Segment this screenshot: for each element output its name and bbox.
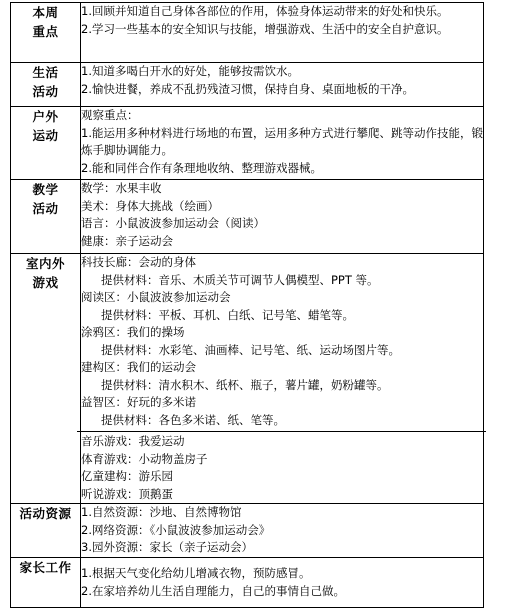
label-resources: 活动资源 (11, 504, 81, 558)
life-item: 1.知道多喝白开水的好处，能够按需饮水。 (81, 64, 299, 78)
content-weekly-focus (81, 3, 484, 63)
game-item: 音乐游戏：我爱运动 (81, 434, 185, 448)
row-teaching (11, 180, 484, 254)
row-resources (11, 504, 484, 558)
label-teaching: 教学 活动 (11, 180, 81, 254)
game-list (77, 431, 486, 503)
content-resources (81, 504, 484, 558)
label-indoor-games: 室内外 游戏 (11, 254, 81, 504)
area-title: 益智区：好玩的多米诺 (81, 395, 196, 409)
area-title: 涂鸦区：我们的操场 (81, 325, 185, 339)
area-materials: 提供材料：各色多米诺、纸、笔等。 (101, 412, 285, 427)
outdoor-item: 1.能运用多种材料进行场地的布置，运用多种方式进行攀爬、跳等动作技能，锻炼手脚协调能力。 (81, 125, 483, 157)
content-outdoor (81, 107, 484, 180)
teaching-item: 健康：亲子运动会 (81, 233, 173, 248)
resource-item: 2.网络资源：《小鼠波波参加运动会》 (81, 522, 271, 537)
life-item: 2.愉快进餐，养成不乱扔残渣习惯，保持自身、桌面地板的干净。 (81, 81, 414, 96)
label-outdoor: 户外 运动 (11, 107, 81, 180)
teaching-item: 美术：身体大挑战（绘画） (81, 198, 219, 213)
outdoor-heading: 观察重点： (81, 108, 139, 122)
teaching-item: 数学：水果丰收 (81, 181, 162, 195)
area-title: 阅读区：小鼠波波参加运动会 (81, 290, 231, 304)
area-materials: 提供材料：清水积木、纸杯、瓶子，薯片罐，奶粉罐等。 (101, 377, 389, 392)
focus-item: 1.回顾并知道自己身体各部位的作用，体验身体运动带来的好处和快乐。 (81, 4, 449, 18)
parent-item: 2.在家培养幼儿生活自理能力，自己的事情自己做。 (81, 583, 345, 598)
content-teaching (81, 180, 484, 254)
area-materials: 提供材料：平板、耳机、白纸、记号笔、蜡笔等。 (101, 307, 354, 322)
focus-item: 2.学习一些基本的安全知识与技能，增强游戏、生活中的安全自护意识。 (81, 21, 449, 36)
game-item: 体育游戏：小动物盖房子 (81, 451, 208, 466)
teaching-item: 语言：小鼠波波参加运动会（阅读） (81, 216, 265, 230)
parent-item: 1.根据天气变化给幼儿增减衣物，预防感冒。 (81, 566, 311, 580)
outdoor-item: 2.能和同伴合作有条理地收纳、整理游戏器械。 (81, 160, 322, 175)
area-title: 建构区：我们的运动会 (81, 360, 196, 374)
label-weekly-focus: 本周 重点 (11, 3, 81, 63)
row-life (11, 63, 484, 107)
area-title: 科技长廊：会动的身体 (81, 255, 196, 269)
area-materials: 提供材料：音乐、木质关节可调节人偶模型、PPT 等。 (101, 272, 379, 287)
game-item: 听说游戏：顶鹅蛋 (81, 486, 173, 501)
resource-item: 1.自然资源：沙地、自然博物馆 (81, 505, 242, 519)
row-outdoor (11, 107, 484, 180)
game-item: 亿童建构：游乐园 (81, 469, 173, 483)
label-parents: 家长工作 (11, 558, 81, 608)
row-indoor-games (11, 254, 484, 504)
content-indoor-games (81, 254, 484, 504)
resource-item: 3.园外资源：家长（亲子运动会） (81, 540, 253, 554)
weekly-plan-table (10, 2, 484, 608)
label-life: 生活 活动 (11, 63, 81, 107)
row-weekly-focus (11, 3, 484, 63)
row-parents (11, 558, 484, 608)
area-materials: 提供材料：水彩笔、油画棒、记号笔、纸、运动场图片等。 (101, 342, 400, 357)
content-parents (81, 558, 484, 608)
content-life (81, 63, 484, 107)
